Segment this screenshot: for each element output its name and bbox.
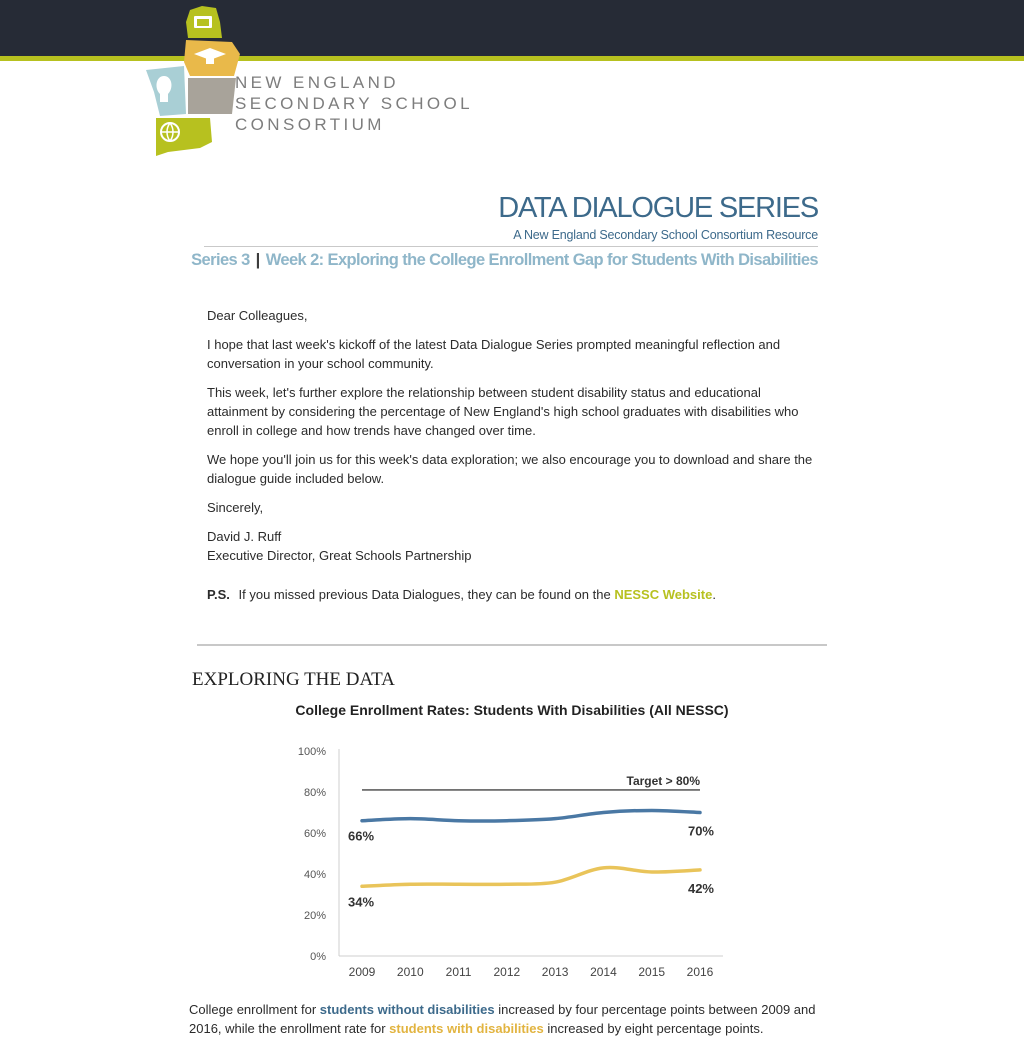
- x-tick-label: 2015: [638, 965, 666, 979]
- series-start-label: 66%: [348, 828, 375, 844]
- commentary-part-5: increased by eight percentage points.: [543, 1021, 764, 1036]
- signer-title: Executive Director, Great Schools Partnership: [207, 548, 472, 563]
- section-divider: [197, 644, 827, 646]
- week-separator: |: [255, 251, 260, 269]
- ps-label: P.S.: [207, 587, 230, 602]
- commentary-part-3: increased by four percentage points between 2009 and 2016, while the enrollment rate for: [189, 1002, 816, 1036]
- logo-ct-shape: [156, 118, 212, 156]
- x-tick-label: 2013: [541, 965, 569, 979]
- commentary-without-disabilities: students without disabilities: [319, 1002, 495, 1017]
- series-line-2: [362, 868, 700, 887]
- target-label: Target > 80%: [626, 773, 700, 788]
- ps-text: If you missed previous Data Dialogues, they can be found on the: [238, 587, 611, 602]
- x-tick-label: 2016: [686, 965, 714, 979]
- letter-paragraph-3: We hope you'll join us for this week's data exploration; we also encourage you to download and share the dialogue guide included below.: [207, 452, 813, 486]
- series-start-label: 34%: [348, 894, 375, 910]
- letter-closing: Sincerely,: [207, 500, 264, 515]
- y-tick-label: 40%: [303, 869, 326, 881]
- series-end-label: 42%: [687, 880, 714, 896]
- series-end-label: 70%: [687, 823, 714, 839]
- enrollment-chart: [260, 700, 760, 990]
- signer-name: David J. Ruff: [207, 529, 282, 544]
- x-tick-label: 2011: [445, 965, 472, 979]
- week-heading: [191, 251, 818, 270]
- org-name-line1: NEW ENGLAND: [235, 73, 399, 92]
- commentary-part-1: College enrollment for: [189, 1002, 320, 1017]
- y-tick-label: 80%: [303, 787, 326, 799]
- y-tick-label: 20%: [303, 910, 326, 922]
- letter-paragraph-2: This week, let's further explore the relationship between student disability status and educational attainment by considering the percentage of New England's high school graduates with disabilities who enroll in college and how trends have changed over time.: [207, 385, 799, 438]
- enrollment-chart-svg: [260, 700, 760, 990]
- chart-title: College Enrollment Rates: Students With Disabilities (All NESSC): [295, 702, 729, 718]
- org-name-line2: SECONDARY SCHOOL: [235, 94, 473, 113]
- x-tick-label: 2014: [590, 965, 617, 979]
- org-name: [235, 72, 473, 135]
- series-line-1: [362, 810, 700, 821]
- letter-greeting: Dear Colleagues,: [207, 308, 308, 323]
- nessc-website-link[interactable]: NESSC Website: [614, 587, 713, 602]
- logo-ma-shape: [188, 78, 236, 114]
- x-tick-label: 2012: [493, 965, 521, 979]
- letter-body: [207, 306, 819, 614]
- series-label: Series 3: [191, 251, 250, 269]
- y-tick-label: 60%: [303, 828, 326, 840]
- ps-end: .: [712, 587, 716, 602]
- y-tick-label: 100%: [297, 746, 326, 758]
- series-title: DATA DIALOGUE SERIES: [498, 192, 818, 224]
- letter-paragraph-1: I hope that last week's kickoff of the latest Data Dialogue Series prompted meaningful reflection and conversation in your school community.: [207, 337, 781, 371]
- series-subtitle: A New England Secondary School Consortium Resource: [513, 228, 818, 242]
- header-divider: [204, 246, 818, 247]
- y-tick-label: 0%: [310, 951, 326, 963]
- chart-commentary: [189, 1000, 829, 1038]
- commentary-with-disabilities: students with disabilities: [389, 1021, 544, 1036]
- letter-signature: [207, 527, 819, 565]
- x-tick-label: 2009: [348, 965, 376, 979]
- week-label: Week 2: Exploring the College Enrollment Gap for Students With Disabilities: [265, 251, 818, 269]
- nessc-logo: [140, 2, 250, 162]
- letter-postscript: [207, 585, 819, 604]
- section-heading: EXPLORING THE DATA: [192, 669, 395, 690]
- org-name-line3: CONSORTIUM: [235, 115, 385, 134]
- x-tick-label: 2010: [396, 965, 424, 979]
